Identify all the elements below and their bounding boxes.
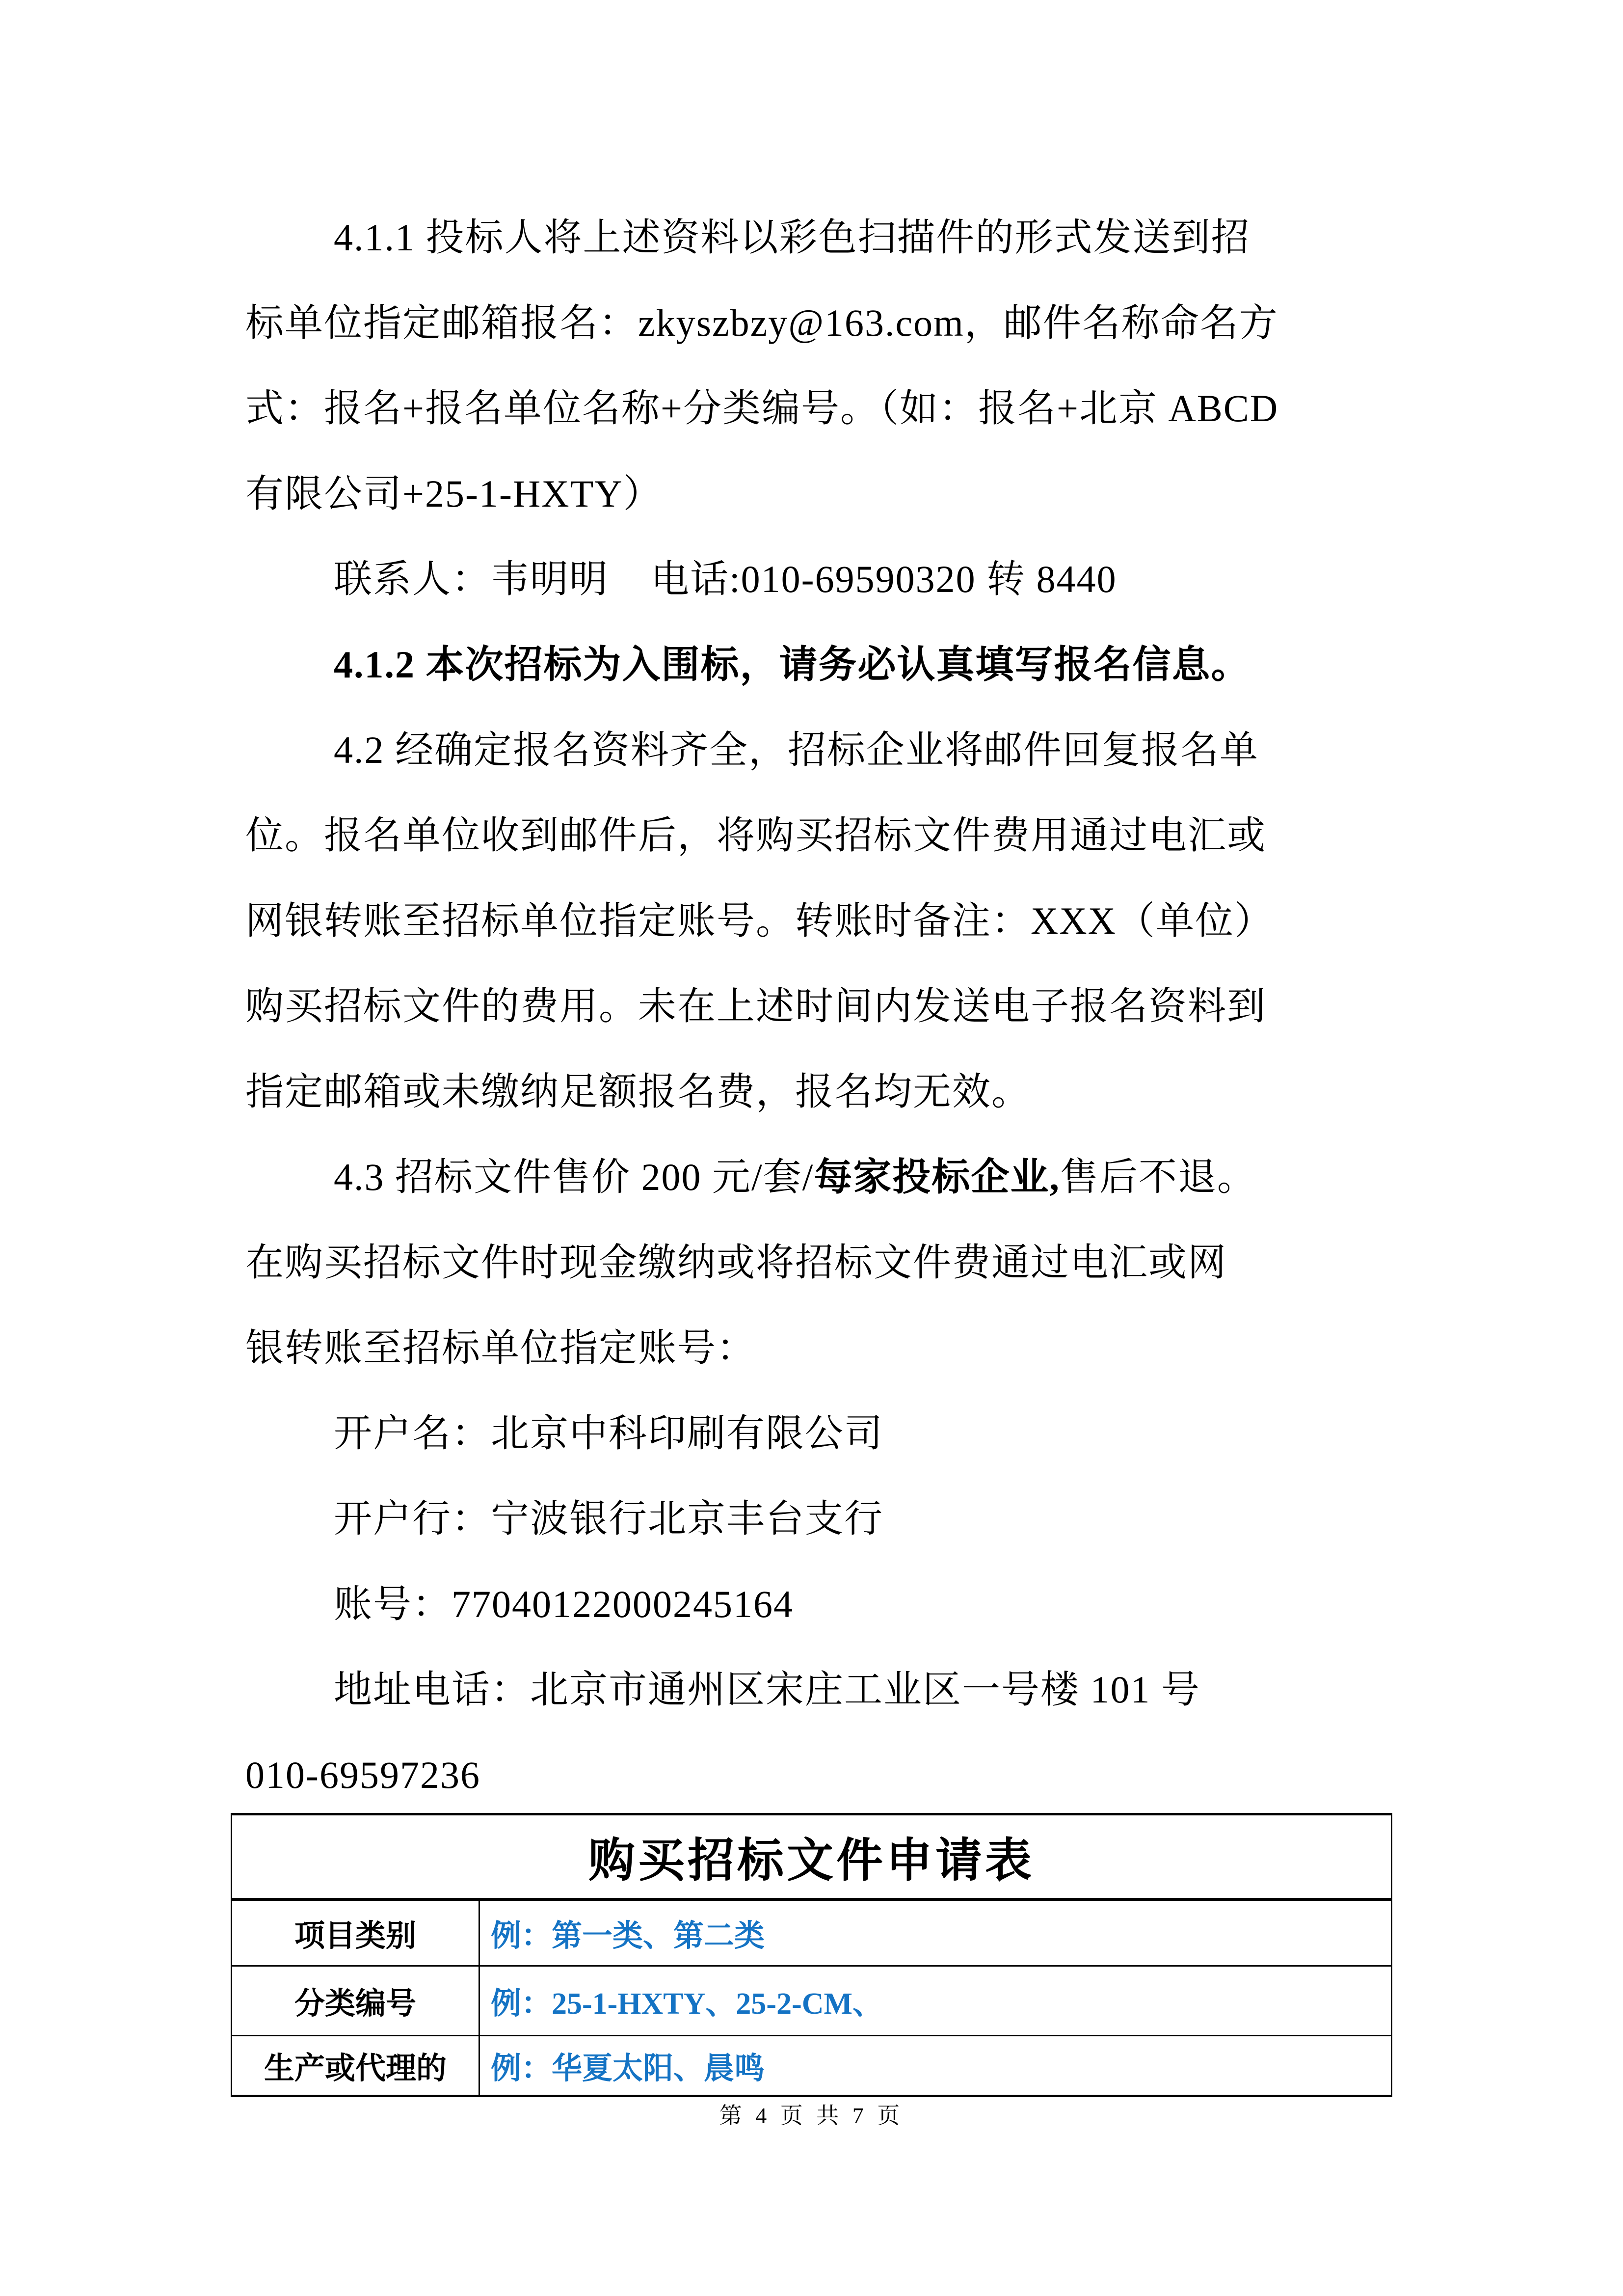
body-line: 在购买招标文件时现金缴纳或将招标文件费通过电汇或网	[245, 1241, 1227, 1284]
table-header-row	[232, 1815, 1391, 1901]
row-label-project-category: 项目类别	[232, 1901, 480, 1965]
contact-line: 联系人：韦明明 电话:010-69590320 转 8440	[334, 558, 1117, 600]
body-line: 指定邮箱或未缴纳足额报名费，报名均无效。	[245, 1070, 1031, 1113]
body-line-mixed	[245, 1134, 1396, 1220]
table-row	[232, 2036, 1391, 2095]
row-label-classification-number: 分类编号	[232, 1967, 480, 2035]
body-line: 银转账至招标单位指定账号：	[245, 1326, 756, 1369]
table-row	[232, 1901, 1391, 1967]
body-line: 4.1.1 投标人将上述资料以彩色扫描件的形式发送到招	[334, 216, 1251, 259]
bank-account-number-line: 账号：77040122000245164	[334, 1583, 794, 1625]
table-row	[232, 1967, 1391, 2036]
bank-account-name-line: 开户名：北京中科印刷有限公司	[334, 1412, 884, 1455]
body-line: 网银转账至招标单位指定账号。转账时备注：XXX（单位）	[245, 899, 1274, 942]
document-body	[245, 195, 1396, 1818]
body-line: 位。报名单位收到邮件后，将购买招标文件费用通过电汇或	[245, 814, 1267, 857]
body-line: 式：报名+报名单位名称+分类编号。（如：报名+北京 ABCD	[245, 387, 1279, 430]
bank-branch-line: 开户行：宁波银行北京丰台支行	[334, 1497, 884, 1540]
row-label-produced-or-agent: 生产或代理的	[232, 2036, 480, 2095]
table-title: 购买招标文件申请表	[588, 1835, 1035, 1887]
row-value-project-category: 例：第一类、第二类	[491, 1919, 765, 1953]
body-line: 4.2 经确定报名资料齐全，招标企业将邮件回复报名单	[334, 729, 1259, 771]
row-value-classification-number: 例：25-1-HXTY、25-2-CM、	[491, 1987, 883, 2021]
row-value-produced-or-agent: 例：华夏太阳、晨鸣	[491, 2052, 765, 2085]
price-tail-text: 售后不退。	[1060, 1156, 1256, 1198]
address-line: 地址电话：北京市通州区宋庄工业区一号楼 101 号	[334, 1668, 1201, 1711]
body-line-bold: 4.1.2 本次招标为入围标，请务必认真填写报名信息。	[334, 643, 1251, 686]
body-line: 购买招标文件的费用。未在上述时间内发送电子报名资料到	[245, 985, 1267, 1027]
phone-line: 010-69597236	[245, 1754, 480, 1796]
purchase-application-table	[231, 1813, 1392, 2097]
body-line: 有限公司+25-1-HXTY）	[245, 472, 663, 515]
price-bold-text: 每家投标企业,	[814, 1156, 1060, 1198]
page-number-footer: 第 4 页 共 7 页	[719, 2103, 904, 2128]
body-line: 标单位指定邮箱报名：zkyszbzy@163.com，邮件名称命名方	[245, 301, 1278, 344]
price-text: 4.3 招标文件售价 200 元/套/	[334, 1156, 814, 1198]
